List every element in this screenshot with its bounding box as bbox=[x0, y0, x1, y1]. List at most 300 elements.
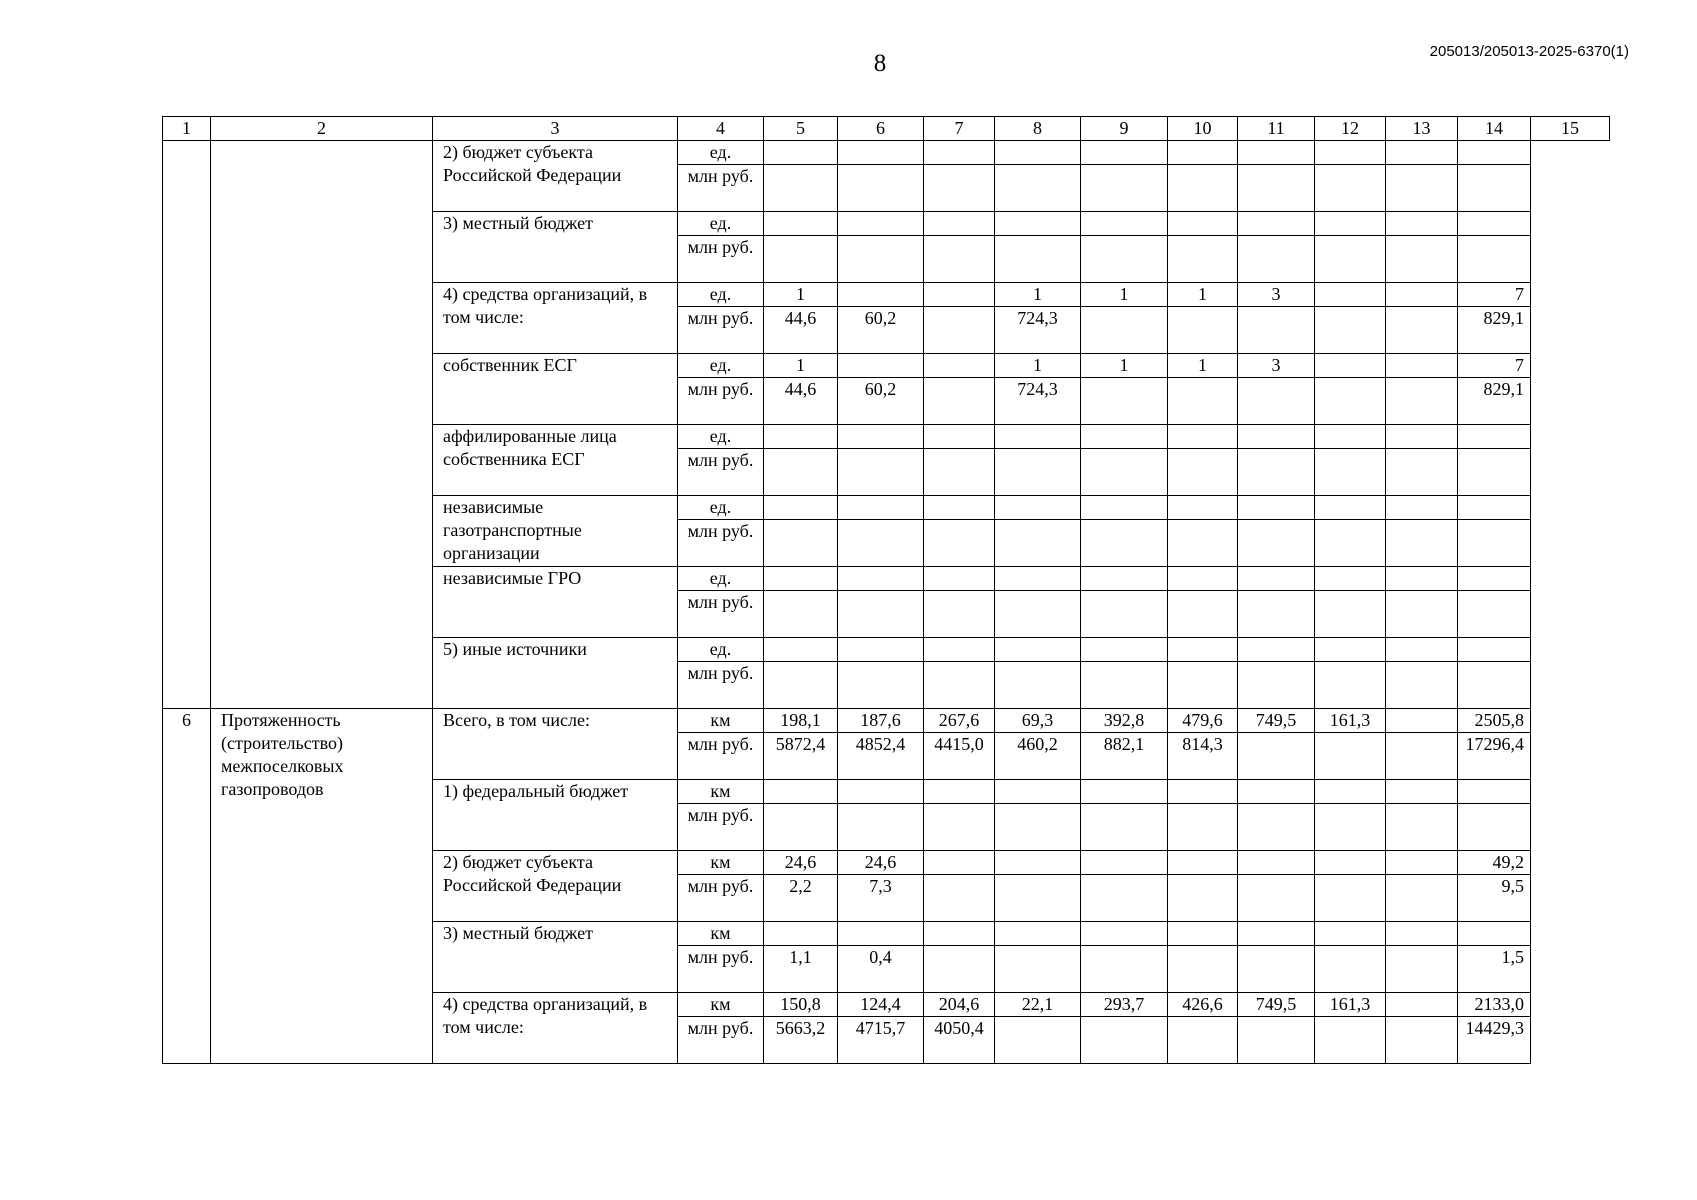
value-cell bbox=[1238, 780, 1315, 804]
value-cell bbox=[1315, 236, 1386, 283]
value-cell bbox=[1081, 875, 1168, 922]
value-cell: 7,3 bbox=[838, 875, 924, 922]
value-cell bbox=[924, 851, 995, 875]
value-cell bbox=[1315, 212, 1386, 236]
value-cell bbox=[1315, 378, 1386, 425]
value-cell bbox=[1238, 141, 1315, 165]
value-cell bbox=[1168, 212, 1238, 236]
value-cell bbox=[1458, 804, 1531, 851]
value-cell bbox=[995, 780, 1081, 804]
value-cell: 44,6 bbox=[764, 307, 838, 354]
value-cell: 17296,4 bbox=[1458, 733, 1531, 780]
value-cell bbox=[1386, 780, 1458, 804]
funding-source-cell: 5) иные источники bbox=[433, 638, 678, 709]
value-cell bbox=[838, 236, 924, 283]
value-cell: 9,5 bbox=[1458, 875, 1531, 922]
value-cell bbox=[1386, 496, 1458, 520]
value-cell: 1,1 bbox=[764, 946, 838, 993]
value-cell bbox=[838, 520, 924, 567]
value-cell bbox=[764, 141, 838, 165]
column-header: 1 bbox=[163, 117, 211, 141]
value-cell bbox=[1081, 591, 1168, 638]
value-cell bbox=[1238, 307, 1315, 354]
funding-source-cell: аффилированные лица собственника ЕСГ bbox=[433, 425, 678, 496]
value-cell: 267,6 bbox=[924, 709, 995, 733]
value-cell bbox=[1081, 1017, 1168, 1064]
value-cell bbox=[1081, 946, 1168, 993]
value-cell bbox=[1458, 638, 1531, 662]
value-cell bbox=[1081, 662, 1168, 709]
value-cell bbox=[995, 520, 1081, 567]
value-cell bbox=[1315, 567, 1386, 591]
value-cell bbox=[924, 283, 995, 307]
value-cell bbox=[924, 425, 995, 449]
funding-source-cell: независимые газотранспортные организации bbox=[433, 496, 678, 567]
value-cell bbox=[1168, 591, 1238, 638]
value-cell: 22,1 bbox=[995, 993, 1081, 1017]
value-cell: 0,4 bbox=[838, 946, 924, 993]
column-header: 2 bbox=[211, 117, 433, 141]
value-cell bbox=[1458, 141, 1531, 165]
value-cell: 150,8 bbox=[764, 993, 838, 1017]
unit-cell: млн руб. bbox=[678, 378, 764, 425]
value-cell bbox=[764, 804, 838, 851]
unit-cell: км bbox=[678, 922, 764, 946]
value-cell bbox=[1168, 236, 1238, 283]
value-cell bbox=[764, 236, 838, 283]
value-cell: 4050,4 bbox=[924, 1017, 995, 1064]
value-cell bbox=[1081, 378, 1168, 425]
column-header: 11 bbox=[1238, 117, 1315, 141]
value-cell bbox=[1238, 378, 1315, 425]
value-cell bbox=[924, 922, 995, 946]
value-cell bbox=[1315, 283, 1386, 307]
value-cell bbox=[1238, 449, 1315, 496]
value-cell bbox=[924, 378, 995, 425]
value-cell bbox=[924, 496, 995, 520]
value-cell bbox=[1458, 662, 1531, 709]
value-cell bbox=[764, 591, 838, 638]
value-cell bbox=[1081, 141, 1168, 165]
value-cell: 749,5 bbox=[1238, 993, 1315, 1017]
value-cell bbox=[1386, 567, 1458, 591]
value-cell bbox=[924, 520, 995, 567]
value-cell bbox=[1238, 1017, 1315, 1064]
value-cell: 2,2 bbox=[764, 875, 838, 922]
value-cell bbox=[764, 922, 838, 946]
value-cell bbox=[924, 567, 995, 591]
value-cell: 7 bbox=[1458, 283, 1531, 307]
value-cell bbox=[1386, 283, 1458, 307]
value-cell bbox=[1315, 733, 1386, 780]
unit-cell: ед. bbox=[678, 212, 764, 236]
funding-source-cell: 1) федеральный бюджет bbox=[433, 780, 678, 851]
value-cell: 60,2 bbox=[838, 378, 924, 425]
value-cell bbox=[1315, 141, 1386, 165]
value-cell bbox=[838, 212, 924, 236]
value-cell bbox=[1238, 520, 1315, 567]
value-cell: 3 bbox=[1238, 354, 1315, 378]
value-cell bbox=[1081, 851, 1168, 875]
value-cell bbox=[924, 307, 995, 354]
value-cell: 24,6 bbox=[838, 851, 924, 875]
value-cell bbox=[1386, 141, 1458, 165]
value-cell: 60,2 bbox=[838, 307, 924, 354]
value-cell: 724,3 bbox=[995, 378, 1081, 425]
value-cell bbox=[1238, 425, 1315, 449]
value-cell bbox=[995, 922, 1081, 946]
value-cell bbox=[1386, 425, 1458, 449]
unit-cell: км bbox=[678, 709, 764, 733]
value-cell: 5872,4 bbox=[764, 733, 838, 780]
value-cell: 5663,2 bbox=[764, 1017, 838, 1064]
value-cell bbox=[1386, 638, 1458, 662]
funding-source-cell: Всего, в том числе: bbox=[433, 709, 678, 780]
value-cell bbox=[1386, 449, 1458, 496]
value-cell bbox=[1081, 922, 1168, 946]
value-cell: 829,1 bbox=[1458, 307, 1531, 354]
value-cell bbox=[764, 165, 838, 212]
value-cell bbox=[1238, 236, 1315, 283]
value-cell bbox=[1386, 165, 1458, 212]
value-cell bbox=[1315, 165, 1386, 212]
funding-source-cell: независимые ГРО bbox=[433, 567, 678, 638]
value-cell bbox=[924, 449, 995, 496]
value-cell bbox=[924, 804, 995, 851]
value-cell bbox=[1315, 354, 1386, 378]
value-cell bbox=[1238, 922, 1315, 946]
value-cell bbox=[1168, 449, 1238, 496]
value-cell bbox=[1081, 212, 1168, 236]
value-cell: 4415,0 bbox=[924, 733, 995, 780]
value-cell bbox=[924, 946, 995, 993]
value-cell bbox=[764, 520, 838, 567]
value-cell bbox=[995, 638, 1081, 662]
value-cell: 4852,4 bbox=[838, 733, 924, 780]
value-cell: 392,8 bbox=[1081, 709, 1168, 733]
value-cell bbox=[1386, 851, 1458, 875]
value-cell: 4715,7 bbox=[838, 1017, 924, 1064]
value-cell: 14429,3 bbox=[1458, 1017, 1531, 1064]
value-cell bbox=[1238, 662, 1315, 709]
value-cell bbox=[1081, 165, 1168, 212]
value-cell: 7 bbox=[1458, 354, 1531, 378]
value-cell: 829,1 bbox=[1458, 378, 1531, 425]
value-cell bbox=[1081, 236, 1168, 283]
value-cell bbox=[1081, 425, 1168, 449]
value-cell bbox=[1458, 236, 1531, 283]
value-cell bbox=[838, 567, 924, 591]
value-cell bbox=[1238, 212, 1315, 236]
value-cell bbox=[1458, 591, 1531, 638]
value-cell bbox=[995, 591, 1081, 638]
value-cell bbox=[1315, 662, 1386, 709]
value-cell bbox=[1238, 946, 1315, 993]
value-cell: 3 bbox=[1238, 283, 1315, 307]
column-header: 15 bbox=[1531, 117, 1610, 141]
value-cell: 1 bbox=[1081, 354, 1168, 378]
document-id: 205013/205013-2025-6370(1) bbox=[1429, 43, 1629, 60]
unit-cell: км bbox=[678, 851, 764, 875]
value-cell bbox=[1168, 141, 1238, 165]
value-cell bbox=[1386, 591, 1458, 638]
unit-cell: ед. bbox=[678, 638, 764, 662]
value-cell bbox=[924, 638, 995, 662]
value-cell bbox=[1315, 804, 1386, 851]
value-cell bbox=[764, 449, 838, 496]
unit-cell: ед. bbox=[678, 354, 764, 378]
value-cell bbox=[764, 496, 838, 520]
value-cell bbox=[1238, 733, 1315, 780]
indicator-name-cell bbox=[211, 141, 433, 709]
value-cell bbox=[1386, 1017, 1458, 1064]
value-cell bbox=[924, 165, 995, 212]
value-cell bbox=[838, 449, 924, 496]
value-cell bbox=[924, 875, 995, 922]
value-cell: 724,3 bbox=[995, 307, 1081, 354]
value-cell bbox=[924, 662, 995, 709]
value-cell bbox=[1458, 496, 1531, 520]
column-header: 6 bbox=[838, 117, 924, 141]
value-cell bbox=[838, 283, 924, 307]
value-cell bbox=[1315, 591, 1386, 638]
value-cell: 204,6 bbox=[924, 993, 995, 1017]
value-cell bbox=[995, 662, 1081, 709]
funding-source-cell: 3) местный бюджет bbox=[433, 922, 678, 993]
value-cell bbox=[1168, 520, 1238, 567]
unit-cell: млн руб. bbox=[678, 236, 764, 283]
value-cell bbox=[1238, 567, 1315, 591]
value-cell bbox=[1386, 804, 1458, 851]
value-cell: 24,6 bbox=[764, 851, 838, 875]
value-cell bbox=[1386, 709, 1458, 733]
value-cell bbox=[1081, 496, 1168, 520]
table-row bbox=[163, 141, 1610, 165]
value-cell: 1 bbox=[1168, 283, 1238, 307]
value-cell: 1 bbox=[995, 354, 1081, 378]
value-cell bbox=[1315, 449, 1386, 496]
value-cell bbox=[1168, 946, 1238, 993]
value-cell bbox=[1168, 425, 1238, 449]
value-cell bbox=[1315, 638, 1386, 662]
value-cell bbox=[1315, 520, 1386, 567]
funding-source-cell: 4) средства организаций, в том числе: bbox=[433, 283, 678, 354]
column-header: 14 bbox=[1458, 117, 1531, 141]
value-cell bbox=[995, 449, 1081, 496]
column-number-row bbox=[163, 117, 1610, 141]
value-cell bbox=[924, 212, 995, 236]
value-cell bbox=[1386, 307, 1458, 354]
value-cell: 1 bbox=[1081, 283, 1168, 307]
value-cell: 161,3 bbox=[1315, 993, 1386, 1017]
value-cell bbox=[1238, 496, 1315, 520]
value-cell bbox=[1386, 993, 1458, 1017]
value-cell bbox=[1168, 804, 1238, 851]
unit-cell: км bbox=[678, 780, 764, 804]
value-cell: 2505,8 bbox=[1458, 709, 1531, 733]
value-cell: 44,6 bbox=[764, 378, 838, 425]
value-cell bbox=[995, 212, 1081, 236]
value-cell bbox=[1386, 946, 1458, 993]
value-cell bbox=[924, 141, 995, 165]
row-number-cell: 6 bbox=[163, 709, 211, 1064]
unit-cell: млн руб. bbox=[678, 946, 764, 993]
value-cell bbox=[995, 567, 1081, 591]
value-cell bbox=[1315, 946, 1386, 993]
value-cell: 460,2 bbox=[995, 733, 1081, 780]
unit-cell: млн руб. bbox=[678, 591, 764, 638]
unit-cell: ед. bbox=[678, 567, 764, 591]
value-cell bbox=[1168, 496, 1238, 520]
value-cell bbox=[1315, 496, 1386, 520]
value-cell bbox=[995, 165, 1081, 212]
column-header: 9 bbox=[1081, 117, 1168, 141]
value-cell bbox=[995, 141, 1081, 165]
funding-source-cell: 2) бюджет субъекта Российской Федерации bbox=[433, 141, 678, 212]
value-cell bbox=[1168, 567, 1238, 591]
value-cell bbox=[1386, 378, 1458, 425]
value-cell bbox=[1081, 307, 1168, 354]
value-cell bbox=[1238, 638, 1315, 662]
value-cell bbox=[838, 591, 924, 638]
value-cell bbox=[924, 780, 995, 804]
unit-cell: млн руб. bbox=[678, 520, 764, 567]
unit-cell: млн руб. bbox=[678, 662, 764, 709]
value-cell bbox=[764, 212, 838, 236]
value-cell bbox=[1458, 212, 1531, 236]
column-header: 13 bbox=[1386, 117, 1458, 141]
value-cell: 1,5 bbox=[1458, 946, 1531, 993]
investment-table bbox=[162, 116, 1610, 1064]
value-cell: 1 bbox=[764, 283, 838, 307]
value-cell: 882,1 bbox=[1081, 733, 1168, 780]
value-cell bbox=[1458, 567, 1531, 591]
value-cell bbox=[838, 922, 924, 946]
value-cell: 124,4 bbox=[838, 993, 924, 1017]
value-cell bbox=[838, 165, 924, 212]
value-cell bbox=[1458, 780, 1531, 804]
value-cell bbox=[1458, 449, 1531, 496]
value-cell bbox=[838, 354, 924, 378]
unit-cell: млн руб. bbox=[678, 804, 764, 851]
value-cell bbox=[1168, 378, 1238, 425]
value-cell bbox=[1081, 638, 1168, 662]
page-number: 8 bbox=[873, 50, 887, 77]
unit-cell: млн руб. bbox=[678, 1017, 764, 1064]
value-cell bbox=[995, 804, 1081, 851]
value-cell bbox=[764, 662, 838, 709]
value-cell bbox=[1315, 922, 1386, 946]
value-cell bbox=[1238, 165, 1315, 212]
unit-cell: млн руб. bbox=[678, 449, 764, 496]
value-cell bbox=[838, 780, 924, 804]
unit-cell: млн руб. bbox=[678, 165, 764, 212]
unit-cell: ед. bbox=[678, 425, 764, 449]
value-cell bbox=[764, 567, 838, 591]
value-cell bbox=[1458, 425, 1531, 449]
value-cell bbox=[838, 141, 924, 165]
value-cell: 2133,0 bbox=[1458, 993, 1531, 1017]
value-cell bbox=[924, 354, 995, 378]
value-cell bbox=[1386, 236, 1458, 283]
value-cell: 187,6 bbox=[838, 709, 924, 733]
column-header: 5 bbox=[764, 117, 838, 141]
value-cell: 49,2 bbox=[1458, 851, 1531, 875]
value-cell bbox=[1081, 780, 1168, 804]
value-cell bbox=[995, 425, 1081, 449]
value-cell bbox=[1081, 567, 1168, 591]
value-cell bbox=[838, 496, 924, 520]
value-cell bbox=[1238, 591, 1315, 638]
value-cell bbox=[1168, 875, 1238, 922]
value-cell: 1 bbox=[995, 283, 1081, 307]
value-cell bbox=[1168, 851, 1238, 875]
value-cell bbox=[924, 236, 995, 283]
value-cell: 1 bbox=[764, 354, 838, 378]
value-cell bbox=[838, 425, 924, 449]
unit-cell: млн руб. bbox=[678, 733, 764, 780]
unit-cell: млн руб. bbox=[678, 875, 764, 922]
value-cell bbox=[764, 780, 838, 804]
unit-cell: ед. bbox=[678, 496, 764, 520]
funding-source-cell: собственник ЕСГ bbox=[433, 354, 678, 425]
value-cell bbox=[1081, 804, 1168, 851]
value-cell: 198,1 bbox=[764, 709, 838, 733]
indicator-name-cell: Протяженность (строительство) межпоселковых газопроводов bbox=[211, 709, 433, 1064]
value-cell bbox=[1315, 780, 1386, 804]
value-cell bbox=[1238, 851, 1315, 875]
value-cell bbox=[1386, 520, 1458, 567]
value-cell bbox=[1315, 425, 1386, 449]
value-cell bbox=[1458, 922, 1531, 946]
value-cell bbox=[1315, 875, 1386, 922]
value-cell: 161,3 bbox=[1315, 709, 1386, 733]
value-cell bbox=[995, 1017, 1081, 1064]
value-cell: 749,5 bbox=[1238, 709, 1315, 733]
table-row bbox=[163, 709, 1610, 733]
value-cell bbox=[764, 425, 838, 449]
value-cell bbox=[995, 946, 1081, 993]
value-cell bbox=[1081, 520, 1168, 567]
funding-source-cell: 2) бюджет субъекта Российской Федерации bbox=[433, 851, 678, 922]
value-cell bbox=[1238, 875, 1315, 922]
value-cell bbox=[995, 236, 1081, 283]
value-cell: 1 bbox=[1168, 354, 1238, 378]
value-cell bbox=[1168, 1017, 1238, 1064]
column-header: 10 bbox=[1168, 117, 1238, 141]
unit-cell: млн руб. bbox=[678, 307, 764, 354]
value-cell bbox=[764, 638, 838, 662]
value-cell bbox=[1168, 638, 1238, 662]
value-cell bbox=[1081, 449, 1168, 496]
unit-cell: ед. bbox=[678, 283, 764, 307]
value-cell bbox=[838, 638, 924, 662]
column-header: 7 bbox=[924, 117, 995, 141]
value-cell bbox=[1238, 804, 1315, 851]
value-cell bbox=[1168, 165, 1238, 212]
value-cell bbox=[1386, 733, 1458, 780]
value-cell bbox=[1168, 662, 1238, 709]
column-header: 12 bbox=[1315, 117, 1386, 141]
value-cell: 814,3 bbox=[1168, 733, 1238, 780]
value-cell bbox=[1315, 851, 1386, 875]
value-cell bbox=[1168, 307, 1238, 354]
row-number-cell bbox=[163, 141, 211, 709]
value-cell bbox=[1168, 922, 1238, 946]
value-cell bbox=[995, 851, 1081, 875]
value-cell bbox=[1386, 922, 1458, 946]
value-cell: 69,3 bbox=[995, 709, 1081, 733]
